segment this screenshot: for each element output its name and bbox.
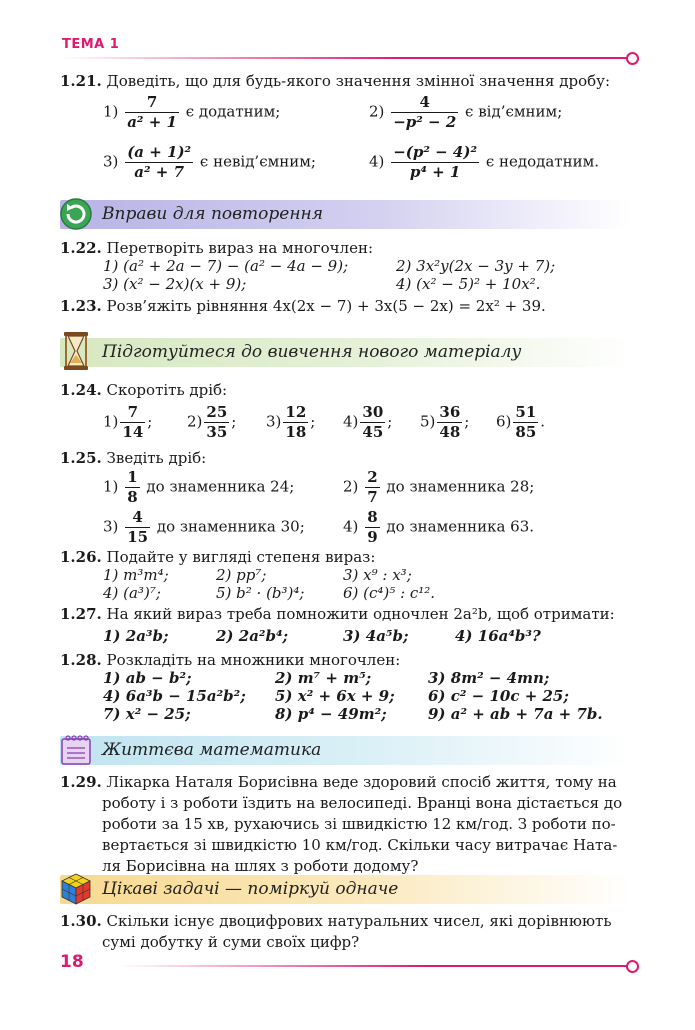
banner-title: Життєва математика <box>102 740 322 760</box>
numerator: 1 <box>127 468 138 486</box>
item-tail: до знаменника 30; <box>156 517 305 536</box>
item-label: 4) <box>343 517 359 536</box>
ex-1-26-item-5: 5) b² · (b³)⁴; <box>216 584 305 602</box>
ex-1-26-item-2: 2) pp⁷; <box>216 566 267 584</box>
ex-1-28-item-1: 1) ab − b²; <box>103 669 192 687</box>
denominator: a² + 7 <box>134 163 185 181</box>
ex-1-21-item-1 <box>103 94 280 131</box>
exercise-text: Скоротіть дріб: <box>106 381 228 399</box>
ex-1-22-item-2: 2) 3x²y(2x − 3y + 7); <box>396 257 556 275</box>
ex-1-21-item-4 <box>369 144 599 181</box>
item-label: 1) <box>103 477 119 496</box>
notebook-icon <box>58 732 94 768</box>
item-label: 3) <box>103 517 119 536</box>
numerator: 4 <box>391 94 458 113</box>
exercise-number: 1.26. <box>60 548 102 566</box>
item-tail: ; <box>464 412 470 431</box>
denominator: 14 <box>122 423 144 441</box>
line-text: Скільки існує двоцифрових натуральних чисел, які дорівнюють <box>106 912 612 930</box>
section-header: ТЕМА 1 <box>62 37 120 52</box>
banner-repeat-exercises <box>60 200 632 229</box>
exercise-text: Перетворіть вираз на многочлен: <box>106 239 373 257</box>
denominator: 35 <box>206 423 228 441</box>
ex-1-25-item-2 <box>343 469 534 506</box>
paragraph-line: вертається зі швидкістю 10 км/год. Скільки часу витрачає Ната- <box>102 836 618 854</box>
fraction <box>125 469 139 506</box>
numerator: 25 <box>206 403 228 421</box>
denominator: 85 <box>515 423 537 441</box>
ex-1-25-item-3 <box>103 509 305 546</box>
item-tail: є недодатним. <box>485 152 600 171</box>
exercise-1-29 <box>60 772 640 877</box>
numerator: 4 <box>125 509 150 528</box>
item-label: 2) <box>187 412 203 431</box>
paragraph-line: ля Борисівна на шлях з роботи додому? <box>102 857 419 875</box>
fraction <box>513 404 538 441</box>
ex-1-28-item-3: 3) 8m² − 4mn; <box>428 669 550 687</box>
fraction <box>365 469 379 506</box>
denominator: 15 <box>127 528 149 546</box>
item-tail: ; <box>310 412 316 431</box>
banner-prepare-new-material <box>60 338 632 367</box>
paragraph-line <box>60 911 640 932</box>
page-number: 18 <box>60 952 84 972</box>
denominator: 9 <box>367 528 378 546</box>
ex-1-26-item-4: 4) (a³)⁷; <box>103 584 161 602</box>
exercise-text: Доведіть, що для будь-якого значення змінної значення дробу: <box>106 72 611 90</box>
paragraph-line: сумі добутку й суми своїх цифр? <box>102 933 360 951</box>
ex-1-26-item-1: 1) m³m⁴; <box>103 566 169 584</box>
ex-1-24-item-5 <box>420 404 469 441</box>
fraction <box>125 509 150 546</box>
ex-1-26-item-3: 3) x⁹ : x³; <box>343 566 412 584</box>
denominator: −p² − 2 <box>393 113 457 131</box>
fraction <box>283 404 308 441</box>
exercise-number: 1.30. <box>60 912 102 930</box>
item-tail: є невід’ємним; <box>199 152 316 171</box>
item-tail: до знаменника 63. <box>386 517 535 536</box>
ex-1-28-item-2: 2) m⁷ + m⁵; <box>275 669 372 687</box>
item-label: 5) <box>420 412 436 431</box>
paragraph-line <box>60 772 640 793</box>
exercise-1-21 <box>60 72 610 91</box>
item-tail: ; <box>147 412 153 431</box>
item-label: 4) <box>343 412 359 431</box>
ex-1-26-item-6: 6) (c⁴)⁵ : c¹². <box>343 584 436 602</box>
bottom-rule <box>120 965 632 967</box>
ex-1-25-item-4 <box>343 509 534 546</box>
denominator: 7 <box>367 488 378 506</box>
exercise-1-26 <box>60 548 375 567</box>
ex-1-21-item-2 <box>369 94 562 131</box>
denominator: p⁴ + 1 <box>409 163 461 181</box>
fraction <box>125 94 179 131</box>
numerator: 12 <box>285 403 307 421</box>
item-label: 6) <box>496 412 512 431</box>
fraction <box>365 509 379 546</box>
refresh-icon <box>58 196 94 232</box>
ex-1-28-item-9: 9) a² + ab + 7a + 7b. <box>428 705 603 723</box>
ex-1-21-item-3 <box>103 144 316 181</box>
fraction <box>391 94 458 131</box>
banner-title: Вправи для повторення <box>102 204 323 224</box>
exercise-1-28 <box>60 651 400 670</box>
ex-1-28-item-8: 8) p⁴ − 49m²; <box>275 705 387 723</box>
line-text: Лікарка Наталя Борисівна веде здоровий спосіб життя, тому на <box>106 773 617 791</box>
item-tail: ; <box>387 412 393 431</box>
hourglass-icon <box>58 330 94 372</box>
fraction <box>391 144 479 181</box>
exercise-1-27 <box>60 605 615 624</box>
ex-1-22-item-3: 3) (x² − 2x)(x + 9); <box>103 275 247 293</box>
exercise-number: 1.25. <box>60 449 102 467</box>
exercise-1-23 <box>60 297 546 316</box>
ex-1-24-item-2 <box>187 404 236 441</box>
paragraph-line: роботи за 15 хв, рухаючись зі швидкістю 12 км/год. З роботи по- <box>102 815 616 833</box>
ex-1-24-item-1 <box>103 404 152 441</box>
denominator: 18 <box>285 423 307 441</box>
ex-1-28-item-7: 7) x² − 25; <box>103 705 191 723</box>
exercise-number: 1.22. <box>60 239 102 257</box>
numerator: 7 <box>125 94 179 113</box>
ex-1-27-item-4: 4) 16a⁴b³? <box>455 627 541 645</box>
item-label: 3) <box>103 152 119 171</box>
fraction <box>437 404 462 441</box>
ex-1-28-item-5: 5) x² + 6x + 9; <box>275 687 395 705</box>
rubiks-cube-icon <box>58 871 94 907</box>
exercise-number: 1.23. <box>60 297 102 315</box>
fraction <box>360 404 385 441</box>
numerator: 30 <box>362 403 384 421</box>
exercise-text: На який вираз треба помножити одночлен 2a²b, щоб отримати: <box>106 605 615 623</box>
fraction <box>125 144 193 181</box>
paragraph-line: роботу і з роботи їздить на велосипеді. Вранці вона дістається до <box>102 794 623 812</box>
banner-fun-problems <box>60 875 632 904</box>
exercise-number: 1.29. <box>60 773 102 791</box>
item-label: 3) <box>266 412 282 431</box>
item-label: 1) <box>103 102 119 121</box>
ex-1-27-item-3: 3) 4a⁵b; <box>343 627 409 645</box>
top-rule <box>60 57 632 59</box>
ex-1-25-item-1 <box>103 469 294 506</box>
exercise-1-30 <box>60 911 640 953</box>
ex-1-27-item-2: 2) 2a²b⁴; <box>216 627 289 645</box>
numerator: 8 <box>367 508 378 526</box>
numerator: (a + 1)² <box>127 143 192 161</box>
exercise-text: Зведіть дріб: <box>106 449 207 467</box>
numerator: 7 <box>120 404 145 423</box>
bottom-rule-dot <box>626 960 639 973</box>
item-tail: . <box>540 412 546 431</box>
ex-1-24-item-6 <box>496 404 545 441</box>
item-label: 4) <box>369 152 385 171</box>
item-label: 2) <box>343 477 359 496</box>
banner-life-math <box>60 736 632 765</box>
ex-1-27-item-1: 1) 2a³b; <box>103 627 169 645</box>
exercise-number: 1.27. <box>60 605 102 623</box>
exercise-text: Подайте у вигляді степеня вираз: <box>106 548 376 566</box>
exercise-number: 1.21. <box>60 72 102 90</box>
denominator: a² + 1 <box>127 113 177 131</box>
item-tail: є додатним; <box>185 102 281 121</box>
ex-1-22-item-4: 4) (x² − 5)² + 10x². <box>396 275 541 293</box>
banner-title: Підготуйтеся до вивчення нового матеріалу <box>102 342 522 362</box>
exercise-1-25 <box>60 449 206 468</box>
exercise-1-22 <box>60 239 373 258</box>
item-label: 1) <box>103 412 119 431</box>
ex-1-28-item-4: 4) 6a³b − 15a²b²; <box>103 687 246 705</box>
numerator: 2 <box>367 468 378 486</box>
item-tail: до знаменника 24; <box>146 477 295 496</box>
fraction <box>120 404 145 441</box>
item-label: 2) <box>369 102 385 121</box>
fraction <box>204 404 229 441</box>
exercise-1-24 <box>60 381 227 400</box>
numerator: 51 <box>515 403 537 421</box>
denominator: 45 <box>362 423 384 441</box>
exercise-text: Розкладіть на множники многочлен: <box>106 651 401 669</box>
top-rule-dot <box>626 52 639 65</box>
item-tail: до знаменника 28; <box>386 477 535 496</box>
numerator: −(p² − 4)² <box>393 143 478 161</box>
ex-1-24-item-4 <box>343 404 392 441</box>
denominator: 8 <box>127 488 138 506</box>
ex-1-28-item-6: 6) c² − 10c + 25; <box>428 687 569 705</box>
exercise-number: 1.24. <box>60 381 102 399</box>
item-tail: ; <box>231 412 237 431</box>
exercise-number: 1.28. <box>60 651 102 669</box>
item-tail: є від’ємним; <box>465 102 563 121</box>
banner-title: Цікаві задачі — поміркуй одначе <box>102 879 399 899</box>
ex-1-24-item-3 <box>266 404 315 441</box>
denominator: 48 <box>439 423 461 441</box>
ex-1-22-item-1: 1) (a² + 2a − 7) − (a² − 4a − 9); <box>103 257 349 275</box>
exercise-text: Розв’яжіть рівняння 4x(2x − 7) + 3x(5 − 2x) = 2x² + 39. <box>106 297 546 315</box>
numerator: 36 <box>439 403 461 421</box>
